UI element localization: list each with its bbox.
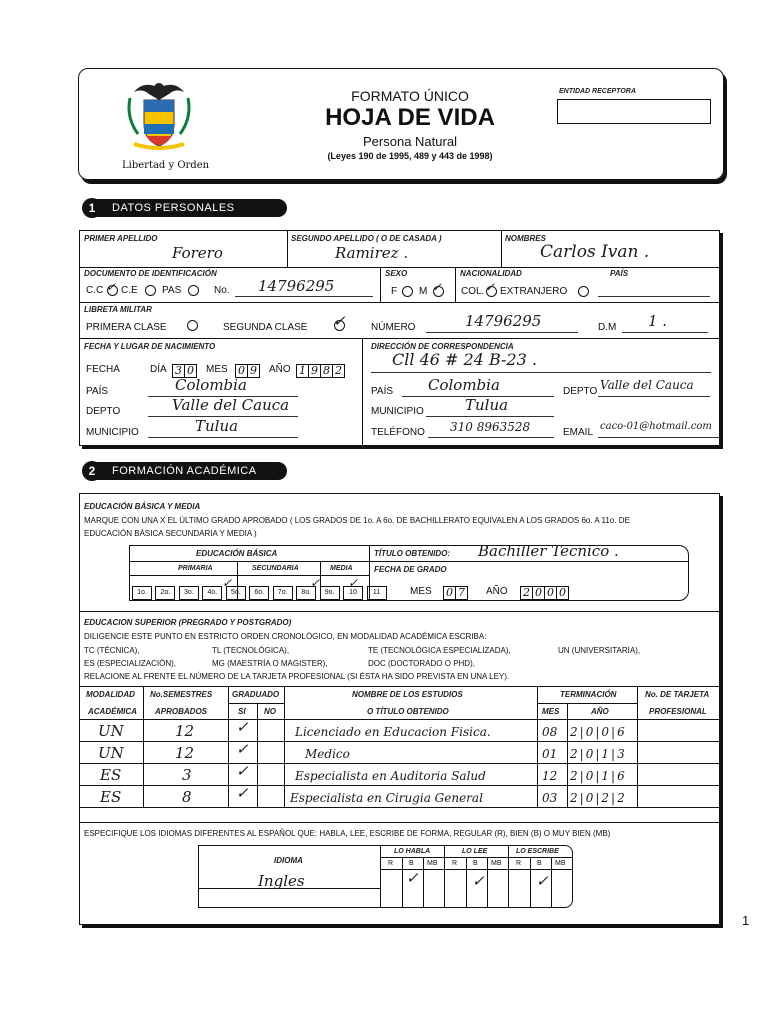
dm-value[interactable]: 1 . (648, 312, 668, 330)
fecha-grado-label: FECHA DE GRADO (374, 565, 447, 574)
row2-nombre[interactable]: Medico (305, 747, 350, 761)
row2-modalidad[interactable]: UN (98, 744, 124, 762)
lee-r: R (452, 860, 458, 867)
row3-modalidad[interactable]: ES (100, 766, 122, 784)
pais-nacionalidad-field[interactable] (598, 296, 710, 297)
form-title: HOJA DE VIDA (325, 104, 495, 131)
pais-corr-label: PAÍS (371, 386, 394, 397)
sex-f-radio[interactable] (402, 286, 413, 297)
basica-title: EDUCACIÓN BÁSICA Y MEDIA (84, 502, 201, 511)
depto-corr-label: DEPTO (563, 386, 598, 397)
row4-semestres[interactable]: 8 (182, 788, 192, 806)
municipio-nac-label: MUNICIPIO (86, 427, 139, 438)
fecha-label: FECHA (86, 364, 120, 375)
grade-2[interactable]: 2o. (155, 586, 175, 600)
direccion-value[interactable]: Cll 46 # 24 B-23 . (392, 350, 537, 369)
th-mes: MES (542, 707, 560, 716)
telefono-label: TELÉFONO (371, 427, 425, 438)
th-si: SI (238, 707, 246, 716)
grade-3[interactable]: 3o. (179, 586, 199, 600)
th-academica: ACADÉMICA (88, 707, 137, 716)
row4-nombre[interactable]: Especialista en Cirugia General (290, 791, 483, 805)
page-number: 1 (742, 913, 750, 928)
row1-nombre[interactable]: Licenciado en Educacion Fisica. (295, 725, 491, 739)
row2-graduado-check-icon: ✓ (236, 740, 249, 758)
row1-mes[interactable]: 08 (542, 725, 558, 739)
grade-1[interactable]: 1o. (132, 586, 152, 600)
email-value[interactable]: caco-01@hotmail.com (600, 421, 712, 432)
dia-digits[interactable]: 3 0 (172, 361, 196, 379)
grade-5[interactable]: 5o. (226, 586, 246, 600)
grade-11[interactable]: 11 (367, 586, 387, 600)
mod-mg: MG (MAESTRÍA O MAGISTER), (212, 659, 328, 668)
segundo-apellido-label: SEGUNDO APELLIDO ( O DE CASADA ) (291, 234, 442, 243)
ce-label: C.E (121, 285, 138, 296)
fecha-lugar-label: FECHA Y LUGAR DE NACIMIENTO (84, 342, 216, 351)
edu-basica-label: EDUCACIÓN BÁSICA (196, 549, 278, 558)
lee-b-check-icon: ✓ (472, 872, 485, 890)
th-graduado: GRADUADO (232, 690, 280, 699)
depto-nac-value[interactable]: Valle del Cauca (172, 396, 290, 414)
grade-check-icon-1: ✓ (222, 576, 233, 590)
mod-tl: TL (TECNOLÓGICA), (212, 646, 290, 655)
idioma-value[interactable]: Ingles (258, 872, 305, 890)
habla-r: R (388, 860, 394, 867)
idiomas-text: ESPECIFIQUE LOS IDIOMAS DIFERENTES AL ESPAÑOL QUE: HABLA, LEE, ESCRIBE DE FORMA, REGULAR (R), BIEN (B) O MUY BIEN (MB) (84, 829, 611, 838)
pas-radio[interactable] (188, 285, 199, 296)
grade-7[interactable]: 7o. (273, 586, 293, 600)
anio-label: AÑO (269, 364, 291, 375)
libreta-number-value[interactable]: 14796295 (465, 312, 542, 330)
nacionalidad-label: NACIONALIDAD (460, 269, 522, 278)
doc-number-value[interactable]: 14796295 (258, 277, 335, 295)
row3-graduado-check-icon: ✓ (236, 762, 249, 780)
primera-clase-radio[interactable] (187, 320, 198, 331)
municipio-corr-value[interactable]: Tulua (465, 396, 509, 414)
section2-title: FORMACIÓN ACADÉMICA (92, 462, 287, 480)
secundaria-label: SECUNDARIA (252, 565, 299, 572)
habla-mb: MB (427, 860, 438, 867)
row3-semestres[interactable]: 3 (182, 766, 192, 784)
nombres-value[interactable]: Carlos Ivan . (540, 242, 650, 262)
lee-mb: MB (491, 860, 502, 867)
th-tarjeta: No. DE TARJETA (645, 690, 710, 699)
colombia-crest-icon (124, 78, 194, 160)
sex-m-label: M (419, 286, 428, 297)
mes-label: MES (206, 364, 228, 375)
extranjero-radio[interactable] (578, 286, 589, 297)
th-titulo: O TÍTULO OBTENIDO (367, 707, 449, 716)
depto-corr-value[interactable]: Valle del Cauca (600, 378, 694, 392)
escribe-r: R (516, 860, 522, 867)
entidad-field[interactable] (557, 99, 711, 124)
segunda-clase-check-icon: ✓ (333, 312, 346, 330)
segunda-clase-label: SEGUNDA CLASE (223, 322, 308, 333)
section1-title: DATOS PERSONALES (92, 199, 287, 217)
sex-m-check-icon: ✓ (432, 280, 443, 294)
ce-radio[interactable] (145, 285, 156, 296)
row4-mes[interactable]: 03 (542, 791, 558, 805)
dm-label: D.M (598, 322, 617, 333)
superior-title: EDUCACION SUPERIOR (PREGRADO Y POSTGRADO) (84, 618, 292, 627)
municipio-corr-label: MUNICIPIO (371, 406, 424, 417)
extranjero-label: EXTRANJERO (500, 286, 568, 297)
th-semestres: No.SEMESTRES (150, 690, 213, 699)
row2-semestres[interactable]: 12 (175, 744, 195, 762)
grade-9[interactable]: 9o. (320, 586, 340, 600)
row4-graduado-check-icon: ✓ (236, 784, 249, 802)
mod-un: UN (UNIVERSITARIA), (558, 646, 641, 655)
th-modalidad: MODALIDAD (86, 690, 135, 699)
mes-grado-digits[interactable]: 0 7 (443, 583, 467, 601)
doc-label: DOCUMENTO DE IDENTIFICACIÓN (84, 269, 217, 278)
superior-text: DILIGENCIE ESTE PUNTO EN ESTRICTO ORDEN CRONOLÓGICO, EN MODALIDAD ACADÉMICA ESCRIBA: (84, 632, 487, 641)
escribe-mb: MB (555, 860, 566, 867)
pais-nac-value[interactable]: Colombia (175, 376, 247, 394)
row3-anio[interactable]: 2|0|1|6 (570, 769, 627, 783)
habla-b: B (409, 860, 414, 867)
anio-grado-label: AÑO (486, 586, 508, 597)
sex-f-label: F (391, 286, 398, 297)
mes-grado-label: MES (410, 586, 432, 597)
row1-graduado-check-icon: ✓ (236, 718, 249, 736)
th-no: NO (264, 707, 276, 716)
email-label: EMAIL (563, 427, 594, 438)
municipio-nac-value[interactable]: Tulua (195, 417, 239, 435)
dia-label: DÍA (150, 364, 167, 375)
mod-tc: TC (TÉCNICA), (84, 646, 140, 655)
lo-lee-label: LO LEE (462, 848, 488, 855)
relacione-text: RELACIONE AL FRENTE EL NÚMERO DE LA TARJETA PROFESIONAL (SI ÉSTA HA SIDO PREVISTA EN UNA LEY). (84, 672, 510, 681)
row4-modalidad[interactable]: ES (100, 788, 122, 806)
sexo-label: SEXO (385, 269, 408, 278)
titulo-obtenido-value[interactable]: Bachiller Tecnico . (478, 542, 619, 560)
lo-habla-label: LO HABLA (394, 848, 431, 855)
row3-nombre[interactable]: Especialista en Auditoria Salud (295, 769, 486, 783)
col-label: COL. (461, 286, 485, 297)
lo-escribe-label: LO ESCRIBE (516, 848, 559, 855)
cc-label: C.C (86, 285, 104, 296)
titulo-obtenido-label: TÍTULO OBTENIDO: (374, 549, 450, 558)
depto-nac-label: DEPTO (86, 406, 121, 417)
form-laws: (Leyes 190 de 1995, 489 y 443 de 1998) (327, 151, 493, 161)
pais-nac-label: PAÍS (86, 386, 109, 397)
cc-check-icon: ✓ (106, 280, 117, 294)
form-line1: FORMATO ÚNICO (351, 88, 469, 104)
escribe-b: B (537, 860, 542, 867)
mod-es: ES (ESPECIALIZACIÓN), (84, 659, 177, 668)
habla-b-check-icon: ✓ (406, 869, 419, 887)
crest-motto: Libertad y Orden (122, 160, 210, 171)
lee-b: B (473, 860, 478, 867)
pas-label: PAS (162, 285, 182, 296)
th-profesional: PROFESIONAL (649, 707, 707, 716)
primaria-label: PRIMARIA (178, 565, 213, 572)
mes-digits[interactable]: 0 9 (235, 361, 259, 379)
row4-anio[interactable]: 2|0|2|2 (570, 791, 627, 805)
direccion-label: DIRECCIÓN DE CORRESPONDENCIA (371, 342, 514, 351)
row1-modalidad[interactable]: UN (98, 722, 124, 740)
primer-apellido-label: PRIMER APELLIDO (84, 234, 158, 243)
escribe-b-check-icon: ✓ (536, 872, 549, 890)
telefono-value[interactable]: 310 8963528 (450, 420, 531, 434)
basica-text2: EDUCACIÓN BÁSICA SECUNDARIA Y MEDIA ) (84, 529, 257, 538)
grade-6[interactable]: 6o. (249, 586, 269, 600)
no-label: No. (214, 285, 230, 296)
col-check-icon: ✓ (485, 280, 496, 294)
grade-4[interactable]: 4o. (202, 586, 222, 600)
form-subtitle: Persona Natural (363, 134, 457, 149)
th-aprobados: APROBADOS (155, 707, 208, 716)
mod-te: TE (TECNOLÓGICA ESPECIALIZADA), (368, 646, 511, 655)
basica-text1: MARQUE CON UNA X EL ÚLTIMO GRADO APROBADO ( LOS GRADOS DE 1o. A 6o. DE BACHILLERATO EQUIVALEN A LOS GRADOS 6o. A 11o. DE (84, 516, 630, 525)
th-anio: AÑO (591, 707, 609, 716)
row2-anio[interactable]: 2|0|1|3 (570, 747, 627, 761)
grade-check-icon-2: ✓ (310, 576, 321, 590)
row2-mes[interactable]: 01 (542, 747, 558, 761)
anio-digits[interactable]: 1 9 8 2 (296, 361, 344, 379)
idioma-label: IDIOMA (274, 856, 303, 865)
row1-semestres[interactable]: 12 (175, 722, 195, 740)
section1-number: 1 (82, 198, 102, 218)
grade-8[interactable]: 8o. (296, 586, 316, 600)
section2-number: 2 (82, 461, 102, 481)
entidad-label: ENTIDAD RECEPTORA (559, 88, 636, 95)
nombres-label: NOMBRES (505, 234, 546, 243)
media-label: MEDIA (330, 565, 353, 572)
row1-anio[interactable]: 2|0|0|6 (570, 725, 627, 739)
primer-apellido-value[interactable]: Forero (172, 244, 223, 262)
grade-10[interactable]: 10 (343, 586, 363, 600)
anio-grado-digits[interactable]: 2 0 0 0 (520, 583, 568, 601)
row3-mes[interactable]: 12 (542, 769, 558, 783)
pais-nacionalidad-label: PAÍS (610, 269, 629, 278)
segundo-apellido-value[interactable]: Ramirez . (335, 244, 409, 262)
pais-corr-value[interactable]: Colombia (428, 376, 500, 394)
th-terminacion: TERMINACIÓN (560, 690, 617, 699)
primera-clase-label: PRIMERA CLASE (86, 322, 167, 333)
libreta-label: LIBRETA MILITAR (84, 305, 152, 314)
mod-doc: DOC (DOCTORADO O PHD), (368, 659, 475, 668)
grade-check-icon-3: ✓ (348, 576, 359, 590)
th-nombre: NOMBRE DE LOS ESTUDIOS (352, 690, 463, 699)
numero-label: NÚMERO (371, 322, 416, 333)
